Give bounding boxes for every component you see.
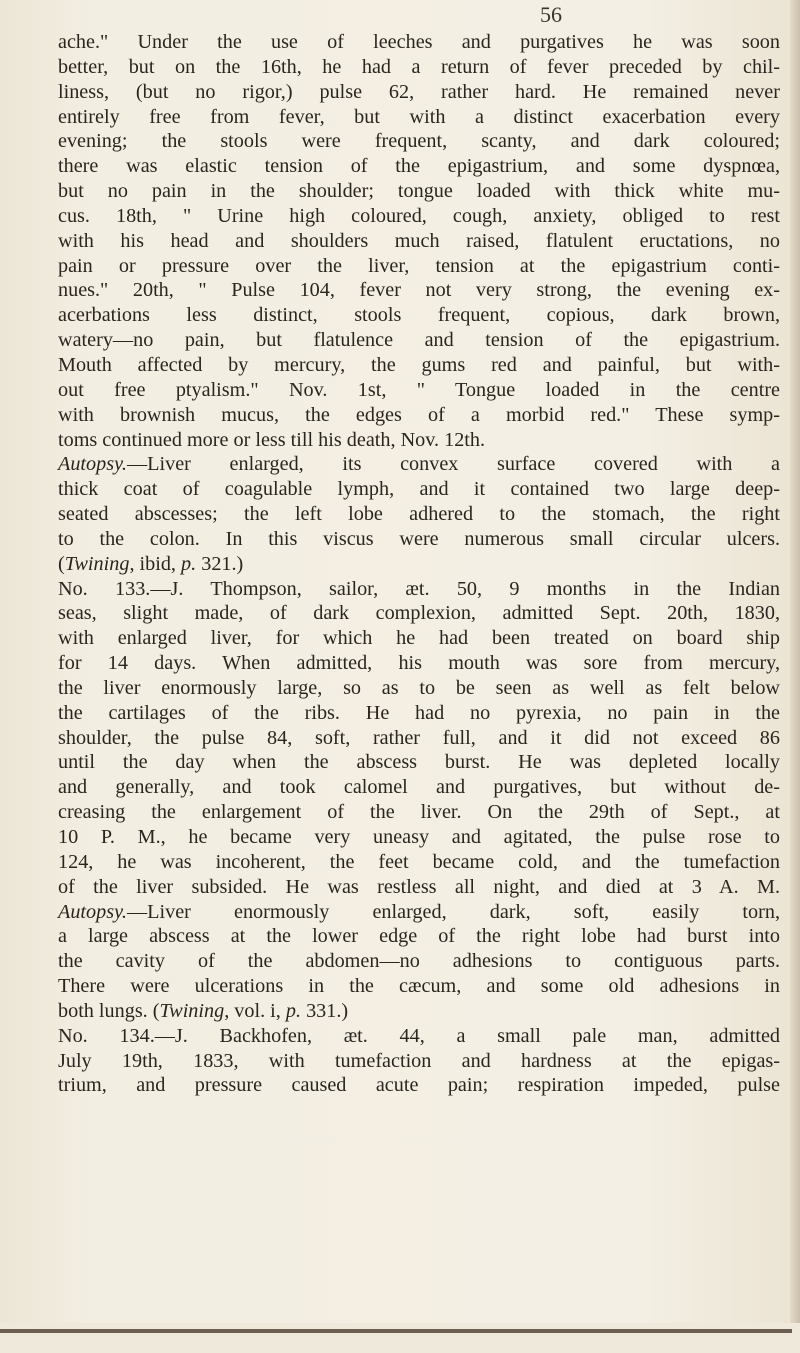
text-line: there was elastic tension of the epigastrium, and some dyspnœa, (58, 155, 780, 178)
text-line: Mouth affected by mercury, the gums red and painful, but with- (58, 353, 780, 376)
text-line: a large abscess at the lower edge of the right lobe had burst into (58, 925, 780, 948)
text-line: cus. 18th, " Urine high coloured, cough, anxiety, obliged to rest (58, 204, 780, 227)
text-line: ache." Under the use of leeches and purgatives he was soon (58, 31, 780, 53)
page-edge (790, 0, 800, 1353)
text-line: the liver enormously large, so as to be seen as well as felt below (58, 676, 780, 699)
text-line: the cartilages of the ribs. He had no pyrexia, no pain in the (58, 701, 780, 724)
text-line: until the day when the abscess burst. He was depleted locally (58, 751, 780, 774)
text-line: evening; the stools were frequent, scanty, and dark coloured; (58, 130, 780, 153)
text-line: to the colon. In this viscus were numerous small circular ulcers. (58, 527, 780, 550)
text-line: thick coat of coagulable lymph, and it contained two large deep- (58, 478, 780, 501)
text-line: and generally, and took calomel and purgatives, but without de- (58, 776, 780, 799)
page-bottom-margin (0, 1323, 800, 1353)
citation-line: both lungs. (Twining, vol. i, p. 331.) (58, 999, 349, 1022)
text-line: toms continued more or less till his death, Nov. 12th. (58, 428, 486, 451)
citation-line: (Twining, ibid, p. 321.) (58, 552, 244, 575)
text-line: liness, (but no rigor,) pulse 62, rather hard. He remained never (58, 80, 780, 103)
text-line: acerbations less distinct, stools frequent, copious, dark brown, (58, 304, 780, 327)
text-line: for 14 days. When admitted, his mouth was sore from mercury, (58, 652, 780, 675)
text-line: nues." 20th, " Pulse 104, fever not very strong, the evening ex- (58, 279, 780, 302)
text-line: 124, he was incoherent, the feet became cold, and the tumefaction (58, 850, 780, 873)
text-line: July 19th, 1833, with tumefaction and hardness at the epigas- (58, 1049, 780, 1072)
text-line: seated abscesses; the left lobe adhered to the stomach, the right (58, 503, 780, 526)
text-line: but no pain in the shoulder; tongue loaded with thick white mu- (58, 180, 780, 203)
text-line: better, but on the 16th, he had a return of fever preceded by chil- (58, 55, 780, 78)
page-number: 56 (540, 2, 562, 27)
text-line: with brownish mucus, the edges of a morbid red." These symp- (58, 403, 780, 426)
text-line: trium, and pressure caused acute pain; respiration impeded, pulse (58, 1074, 780, 1097)
bottom-rule (0, 1329, 792, 1333)
text-line: watery—no pain, but flatulence and tension of the epigastrium. (58, 329, 780, 352)
autopsy-line: Autopsy.—Liver enlarged, its convex surface covered with a (58, 453, 780, 476)
text-line: creasing the enlargement of the liver. On the 29th of Sept., at (58, 801, 780, 824)
text-line: There were ulcerations in the cæcum, and some old adhesions in (58, 975, 780, 998)
text-line: out free ptyalism." Nov. 1st, " Tongue loaded in the centre (58, 378, 780, 401)
text-line: seas, slight made, of dark complexion, admitted Sept. 20th, 1830, (58, 602, 780, 625)
case-heading-line: No. 133.—J. Thompson, sailor, æt. 50, 9 months in the Indian (58, 577, 780, 600)
text-line: the cavity of the abdomen—no adhesions to contiguous parts. (58, 950, 780, 973)
text-line: pain or pressure over the liver, tension at the epigastrium conti- (58, 254, 780, 277)
text-line: with enlarged liver, for which he had been treated on board ship (58, 627, 780, 650)
text-line: shoulder, the pulse 84, soft, rather full, and it did not exceed 86 (58, 726, 780, 749)
text-line: entirely free from fever, but with a distinct exacerbation every (58, 105, 780, 128)
body-text (58, 30, 780, 1098)
autopsy-line: Autopsy.—Liver enormously enlarged, dark, soft, easily torn, (58, 900, 780, 923)
text-line: 10 P. M., he became very uneasy and agitated, the pulse rose to (58, 826, 780, 848)
case-heading-line: No. 134.—J. Backhofen, æt. 44, a small pale man, admitted (58, 1024, 780, 1047)
text-line: with his head and shoulders much raised, flatulent eructations, no (58, 229, 780, 252)
text-line: of the liver subsided. He was restless all night, and died at 3 A. M. (58, 875, 780, 898)
